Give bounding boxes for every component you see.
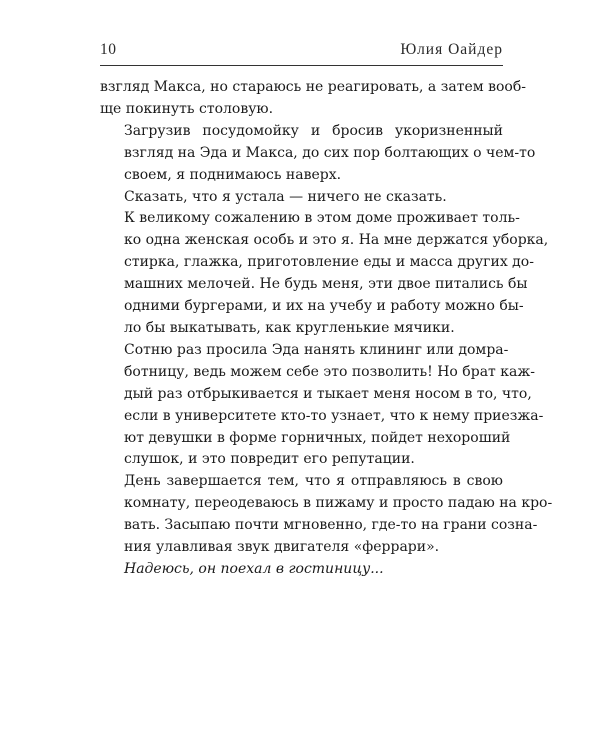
text-line: Сказать, что я устала — ничего не сказать. <box>124 188 447 205</box>
paragraph <box>100 208 549 339</box>
author-name: Юлия Оайдер <box>400 41 503 58</box>
paragraph <box>100 121 536 187</box>
text-line: Загрузив посудомойку и бросив укоризненный <box>124 122 503 139</box>
page-number: 10 <box>100 41 117 58</box>
text-line: ло бы выкатывать, как кругленькие мячики. <box>124 319 455 336</box>
paragraph <box>100 340 544 471</box>
text-line: ко одна женская особь и это я. На мне держатся уборка, <box>124 232 549 249</box>
body-text <box>100 77 553 581</box>
text-line: ботницу, ведь можем себе это позволить! Но брат каж- <box>124 363 535 380</box>
text-line: День завершается тем, что я отправляюсь в свою <box>124 473 503 490</box>
text-line: своем, я поднимаюсь наверх. <box>124 166 342 183</box>
text-line: вать. Засыпаю почти мгновенно, где-то на грани созна- <box>124 517 538 534</box>
text-line: если в университете кто-то узнает, что к нему приезжа- <box>124 407 544 424</box>
text-line: комнату, переодеваюсь в пижаму и просто падаю на кро- <box>124 495 553 512</box>
text-line: стирка, глажка, приготовление еды и масса других до- <box>124 254 534 271</box>
paragraph <box>100 559 503 581</box>
text-line: взгляд Макса, но стараюсь не реагировать, а затем вооб- <box>100 79 526 95</box>
running-head <box>100 41 503 61</box>
text-line: взгляд на Эда и Макса, до сих пор болтающих о чем-то <box>124 144 536 161</box>
text-line: К великому сожалению в этом доме проживает толь- <box>124 210 520 227</box>
text-line: ще покинуть столовую. <box>100 100 274 117</box>
text-line: одними бургерами, и их на учебу и работу можно бы- <box>124 298 524 315</box>
text-line: Сотню раз просила Эда нанять клининг или домра- <box>124 341 509 358</box>
text-line: Надеюсь, он поехал в гостиницу... <box>124 560 384 577</box>
paragraph <box>100 77 526 121</box>
text-line: ют девушки в форме горничных, пойдет нехороший <box>124 429 511 446</box>
text-line: машних мелочей. Не будь меня, эти двое питались бы <box>124 276 528 293</box>
paragraph <box>100 187 503 209</box>
text-line: ния улавливая звук двигателя «феррари». <box>124 539 440 556</box>
paragraph <box>100 471 553 559</box>
text-line: дый раз отбрыкивается и тыкает меня носом в то, что, <box>124 385 532 402</box>
header-rule <box>100 65 503 66</box>
text-line: слушок, и это повредит его репутации. <box>124 451 415 468</box>
